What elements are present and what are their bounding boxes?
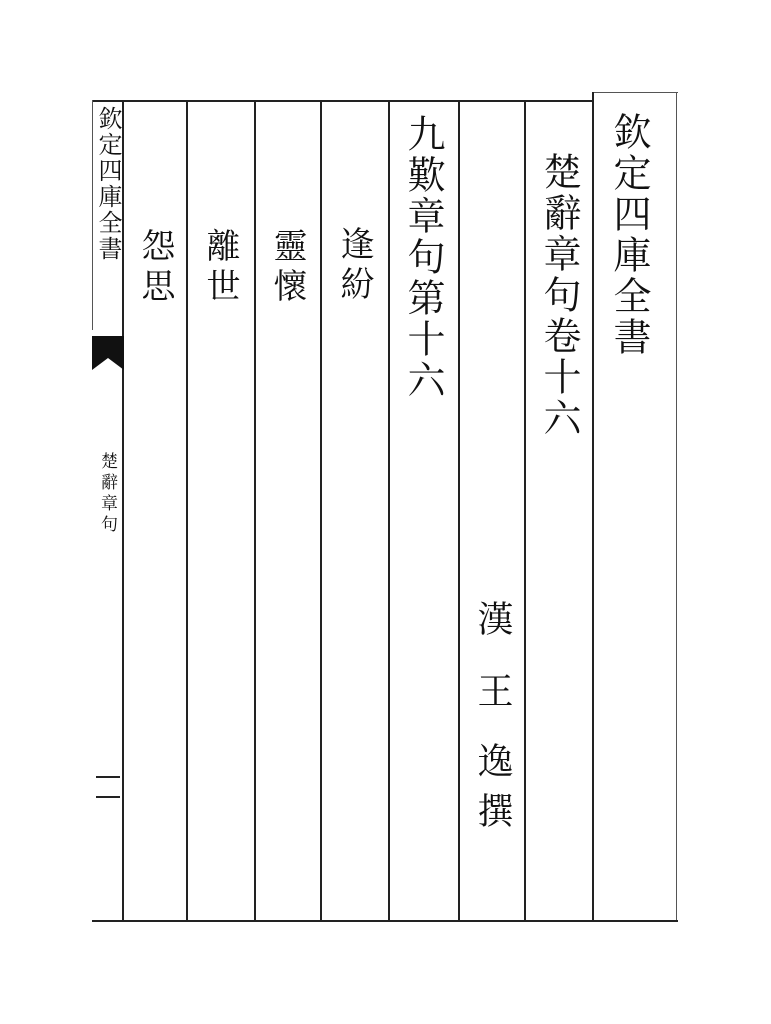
frame-edge-left xyxy=(92,100,93,330)
column-rule-1 xyxy=(186,100,188,920)
margin-title: 欽定四庫全書 xyxy=(94,106,122,262)
margin-mark-upper xyxy=(96,776,120,778)
frame-right-rule xyxy=(676,92,677,920)
column-rule-3 xyxy=(320,100,322,920)
book-title: 楚辭章句卷十六 xyxy=(537,152,581,439)
frame-left-rule xyxy=(122,100,124,920)
author-verb: 撰 xyxy=(472,792,513,862)
chapter-item: 離世 xyxy=(200,228,240,308)
column-rule-5 xyxy=(458,100,460,920)
chapter-item: 逢紛 xyxy=(334,226,374,306)
column-rule-6 xyxy=(524,100,526,920)
frame-bottom-rule xyxy=(92,920,678,922)
frame-top-rule xyxy=(92,100,592,102)
chapter-item: 怨思 xyxy=(135,228,175,308)
section-title: 九歎章句第十六 xyxy=(401,114,445,401)
header-title: 欽定四庫全書 xyxy=(607,112,651,358)
column-rule-4 xyxy=(388,100,390,920)
frame-top-rule-right xyxy=(592,92,678,93)
margin-book-title: 楚辭章句 xyxy=(97,452,117,536)
margin-mark-lower xyxy=(96,796,120,798)
fishtail-mark-icon xyxy=(92,336,124,370)
column-rule-2 xyxy=(254,100,256,920)
column-rule-7 xyxy=(592,92,594,920)
author-dynasty: 漢 xyxy=(472,600,513,670)
author-name: 王逸 xyxy=(472,672,513,812)
chapter-item: 靈懷 xyxy=(267,228,307,308)
